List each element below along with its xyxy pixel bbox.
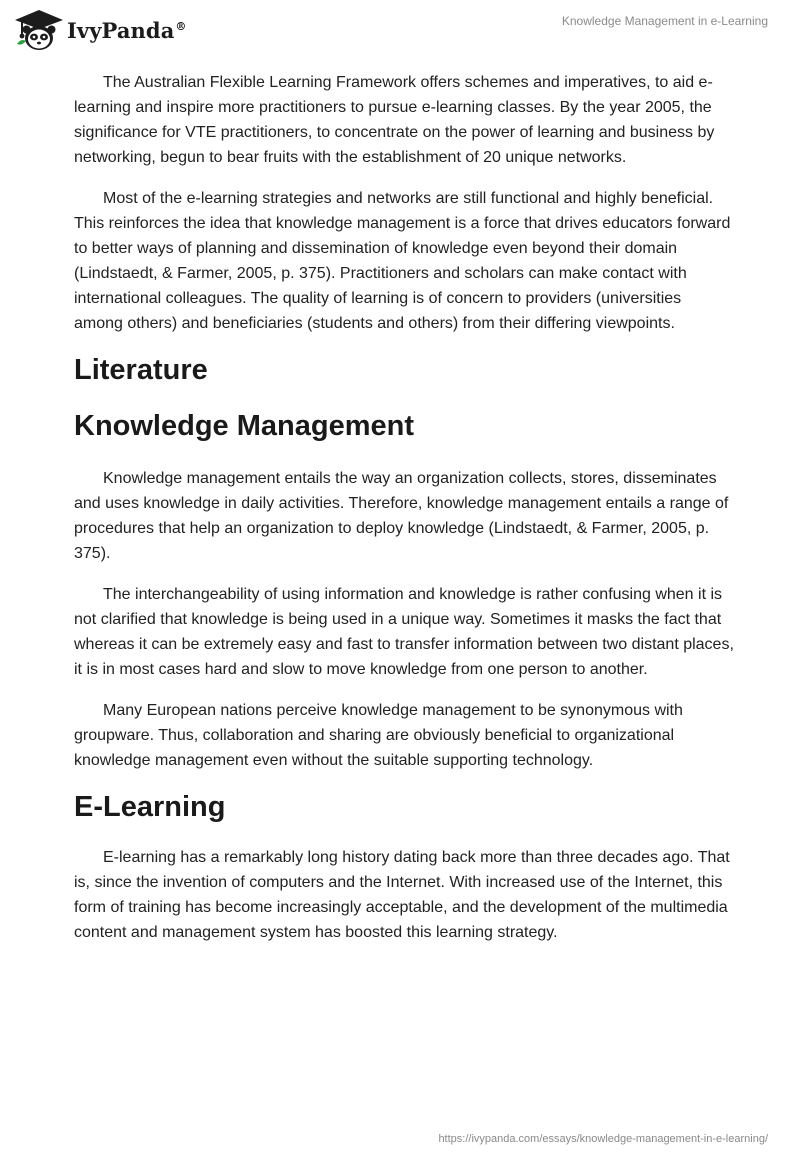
logo-text: IvyPanda® — [67, 17, 187, 43]
paragraph: The Australian Flexible Learning Framework offers schemes and imperatives, to aid e-learning and inspire more practitioners to pursue e-learning classes. By the year 2005, the significance for VTE practitioners, to concentrate on the power of learning and business by networking, begun to bear fruits with the establishment of 20 unique networks. — [74, 74, 715, 166]
heading-e-learning: E-Learning — [74, 791, 226, 823]
essay-content — [74, 70, 734, 961]
paragraph: The interchangeability of using information and knowledge is rather confusing when it is not clarified that knowledge is being used in a unique way. Sometimes it masks the fact that whereas it can be extremely easy and fast to transfer information between two distant places, it is in most cases hard and slow to move knowledge from one person to another. — [74, 586, 734, 678]
paragraph: Most of the e-learning strategies and networks are still functional and highly beneficial. This reinforces the idea that knowledge management is a force that drives educators forward to better ways of planning and dissemination of knowledge even beyond their domain (Lindstaedt, & Farmer, 2005, p. 375). Practitioners and scholars can make contact with international colleagues. The quality of learning is of concern to providers (universities among others) and beneficiaries (students and others) from their differing viewpoints. — [74, 190, 731, 332]
panda-graduate-icon — [14, 8, 64, 52]
ivypanda-logo[interactable] — [14, 8, 187, 52]
page-header — [0, 0, 800, 60]
heading-literature: Literature — [74, 354, 208, 386]
paragraph: Many European nations perceive knowledge management to be synonymous with groupware. Thus, collaboration and sharing are obviously beneficial to organizational knowledge management even without the suitable supporting technology. — [74, 702, 683, 769]
document-title: Knowledge Management in e-Learning — [561, 14, 768, 28]
paragraph: E-learning has a remarkably long history dating back more than three decades ago. That is, since the invention of computers and the Internet. With increased use of the Internet, this form of training has become increasingly acceptable, and the development of the multimedia content and management system has boosted this learning strategy. — [74, 849, 730, 941]
paragraph: Knowledge management entails the way an organization collects, stores, disseminates and uses knowledge in daily activities. Therefore, knowledge management entails a range of procedures that help an organization to deploy knowledge (Lindstaedt, & Farmer, 2005, p. 375). — [74, 470, 729, 562]
heading-knowledge-management: Knowledge Management — [74, 410, 414, 442]
registered-mark: ® — [175, 19, 187, 33]
source-url-link[interactable]: https://ivypanda.com/essays/knowledge-management-in-e-learning/ — [438, 1133, 768, 1145]
